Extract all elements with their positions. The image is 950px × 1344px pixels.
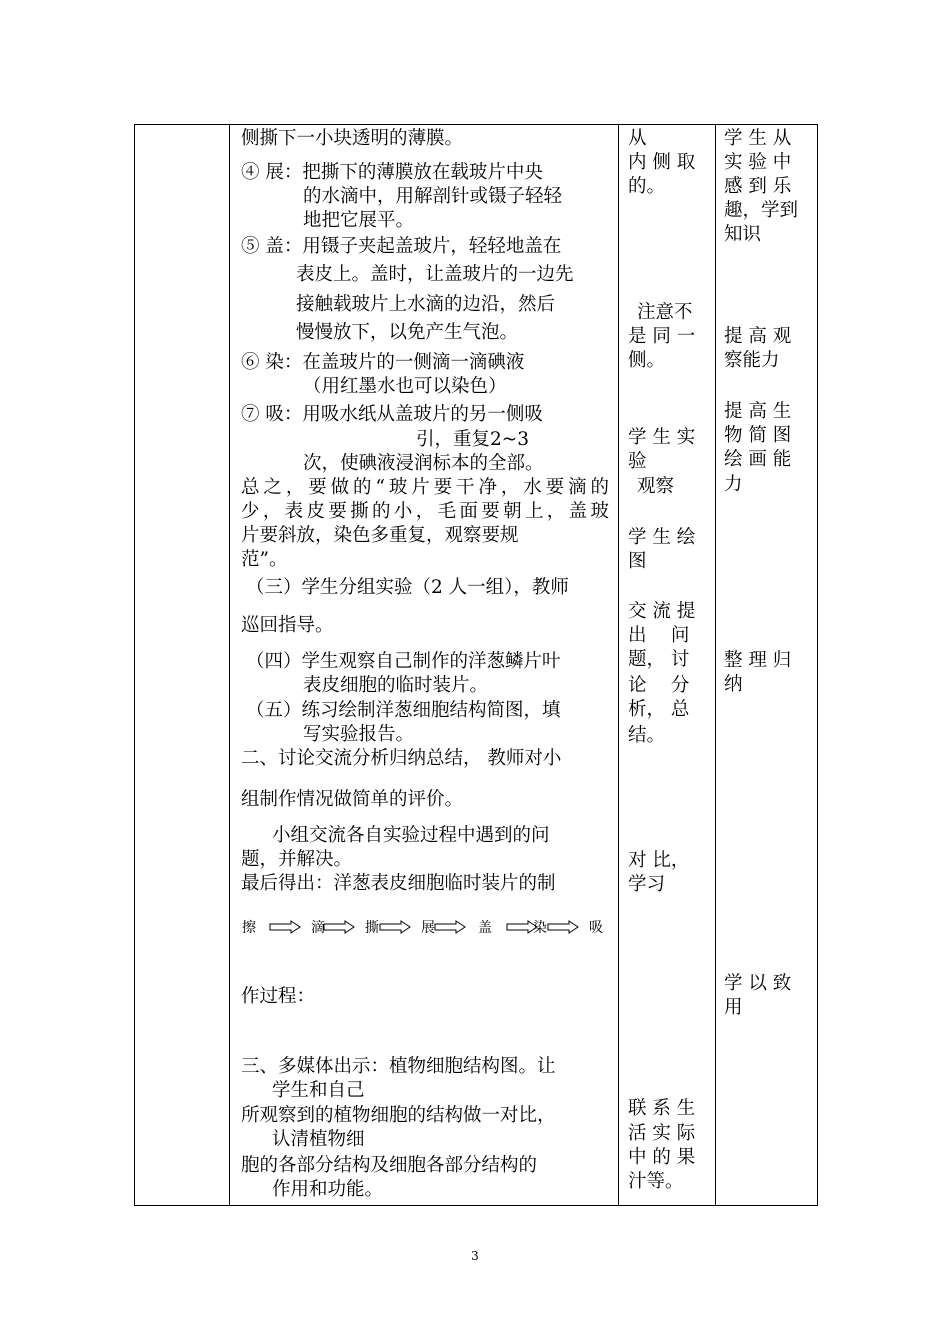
intent-line: 绘 画 能 [724, 449, 792, 470]
activity-line: 题， 讨 [628, 649, 690, 670]
flow-step: 展 [421, 920, 435, 936]
intent-line: 纳 [724, 674, 743, 695]
content-line: 认清植物细 [272, 1129, 365, 1150]
activity-line: 的。 [628, 176, 666, 197]
activity-line: 论 分 [628, 675, 690, 696]
activity-line: 验 [628, 451, 647, 472]
intent-line: 学 生 从 [724, 128, 792, 149]
content-line: 组制作情况做简单的评价。 [241, 789, 464, 810]
activity-line: 学 生 绘 [628, 527, 696, 548]
intent-line: 整 理 归 [724, 650, 792, 671]
intent-line: 学 以 致 [724, 973, 792, 994]
column-divider-3 [715, 124, 716, 1206]
intent-line: 物 简 图 [724, 425, 792, 446]
flow-step: 滴 [311, 920, 325, 936]
column-divider-1 [229, 124, 230, 1206]
content-line: ⑥ 染：在盖玻片的一侧滴一滴碘液 [241, 352, 525, 373]
content-line: （四）学生观察自己制作的洋葱鳞片叶 [246, 651, 561, 672]
intent-line: 实 验 中 [724, 152, 792, 173]
content-line: 学生和自己 [272, 1080, 365, 1101]
page-number: 3 [471, 1249, 479, 1263]
content-line: 总之，要做的“玻片要干净，水要滴的 [241, 477, 609, 498]
content-line: 胞的各部分结构及细胞各部分结构的 [241, 1155, 538, 1176]
activity-line: 学习 [628, 874, 666, 895]
intent-line: 提 高 观 [724, 326, 792, 347]
arrow-right-icon [379, 920, 411, 934]
arrow-right-icon [547, 920, 579, 934]
content-line: 引，重复2~3 [416, 429, 530, 450]
activity-line: 汁等。 [628, 1171, 684, 1192]
intent-line: 提 高 生 [724, 401, 792, 422]
activity-line: 出 问 [628, 625, 690, 646]
content-line: 作过程： [241, 986, 316, 1007]
column-divider-2 [618, 124, 619, 1206]
content-line: 的水滴中，用解剖针或镊子轻轻 [303, 186, 563, 207]
arrow-right-icon [323, 920, 355, 934]
intent-line: 趣，学到 [724, 200, 799, 221]
activity-line: 是 同 一 [628, 326, 696, 347]
content-line: 片要斜放，染色多重复，观察要规 [241, 525, 519, 546]
content-line: 写实验报告。 [303, 724, 415, 745]
procedure-flow [241, 916, 616, 940]
intent-line: 察能力 [724, 350, 780, 371]
activity-line: 对 比， [628, 850, 690, 871]
content-line: 地把它展平。 [303, 210, 415, 231]
content-line: （三）学生分组实验（2 人一组），教师 [246, 577, 569, 598]
activity-line: 中 的 果 [628, 1147, 696, 1168]
content-line: 少，表皮要撕的小，毛面要朝上，盖玻 [241, 501, 609, 522]
content-line: 二、讨论交流分析归纳总结， 教师对小 [241, 748, 562, 769]
flow-step: 撕 [365, 920, 379, 936]
activity-line: 注意不 [637, 302, 693, 323]
content-line: 次，使碘液浸润标本的全部。 [303, 453, 544, 474]
activity-line: 观察 [637, 476, 675, 497]
activity-line: 活 实 际 [628, 1123, 696, 1144]
activity-line: 侧。 [628, 350, 666, 371]
activity-line: 结。 [628, 725, 666, 746]
content-line: 三、多媒体出示：植物细胞结构图。让 [241, 1056, 556, 1077]
content-line: 巡回指导。 [241, 615, 334, 636]
table-border-left [134, 124, 135, 1206]
content-line: 最后得出：洋葱表皮细胞临时装片的制 [241, 873, 556, 894]
content-line: ④ 展：把撕下的薄膜放在载玻片中央 [241, 162, 543, 183]
content-line: 表皮细胞的临时装片。 [303, 675, 489, 696]
content-line: 所观察到的植物细胞的结构做一对比， [241, 1105, 556, 1126]
activity-line: 学 生 实 [628, 427, 696, 448]
table-border-right [817, 124, 818, 1206]
content-line: 慢慢放下，以免产生气泡。 [296, 322, 519, 343]
activity-line: 从 [628, 128, 647, 149]
intent-line: 感 到 乐 [724, 176, 792, 197]
intent-line: 力 [724, 474, 743, 495]
content-line: 题，并解决。 [241, 849, 353, 870]
content-line: （五）练习绘制洋葱细胞结构简图，填 [246, 700, 561, 721]
flow-step: 盖 [478, 920, 492, 936]
activity-line: 析， 总 [628, 699, 690, 720]
intent-line: 知识 [724, 224, 762, 245]
content-line: 作用和功能。 [272, 1179, 384, 1200]
activity-line: 图 [628, 551, 647, 572]
content-line: 范”。 [241, 549, 288, 570]
flow-step: 擦 [242, 920, 256, 936]
activity-line: 联 系 生 [628, 1098, 696, 1119]
content-line: ⑤ 盖：用镊子夹起盖玻片，轻轻地盖在 [241, 236, 562, 257]
content-line: 接触载玻片上水滴的边沿，然后 [296, 294, 556, 315]
flow-step: 染 [533, 920, 547, 936]
content-line: （用红墨水也可以染色） [303, 376, 507, 397]
arrow-right-icon [434, 920, 466, 934]
flow-step: 吸 [589, 920, 603, 936]
content-line: 侧撕下一小块透明的薄膜。 [241, 128, 464, 149]
content-line: 表皮上。盖时，让盖玻片的一边先 [296, 264, 574, 285]
content-line: 小组交流各自实验过程中遇到的问 [272, 825, 550, 846]
activity-line: 内 侧 取 [628, 152, 696, 173]
content-line: ⑦ 吸：用吸水纸从盖玻片的另一侧吸 [241, 404, 543, 425]
activity-line: 交 流 提 [628, 601, 696, 622]
arrow-right-icon [269, 920, 301, 934]
intent-line: 用 [724, 997, 743, 1018]
